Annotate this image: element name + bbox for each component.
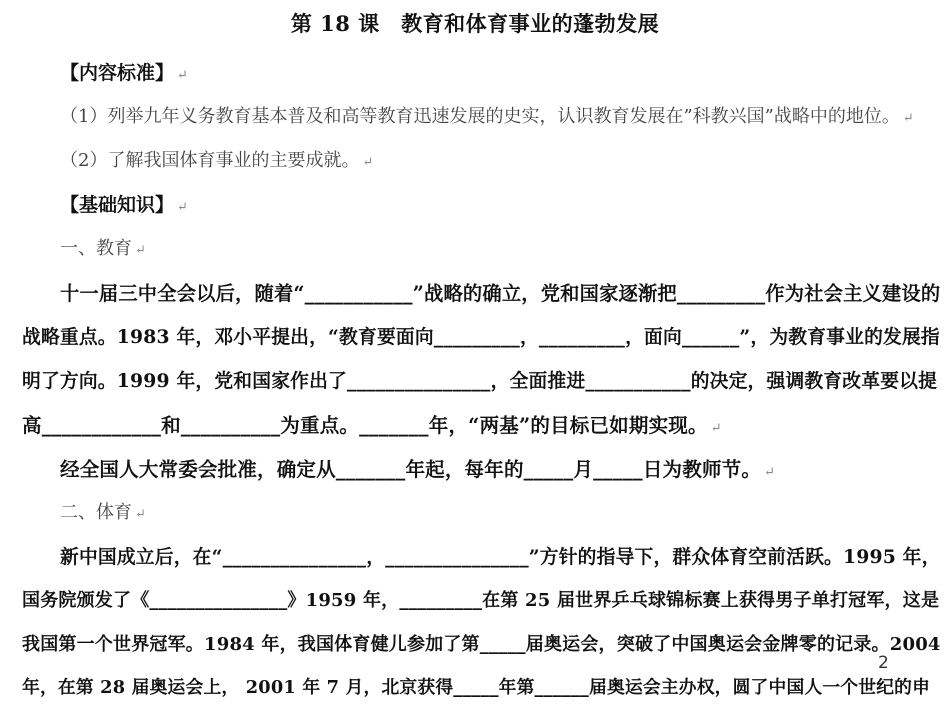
paragraph-mark-icon: ↵ <box>710 421 722 436</box>
standard-item-1 <box>60 102 914 128</box>
education-line-4-text: 高____________和__________为重点。_______年，“两基”的目标已如期实现。 <box>22 414 708 437</box>
standard-item-2-text: （2）了解我国体育事业的主要成就。 <box>60 150 360 171</box>
sports-line-2: 国务院颁发了《_______________》1959 年，_________在第 25 届世界乒乓球锦标赛上获得男子单打冠军，这是 <box>22 590 940 611</box>
paragraph-mark-icon: ↵ <box>362 155 374 170</box>
sports-heading-text: 二、体育 <box>60 502 132 523</box>
paragraph-mark-icon: ↵ <box>135 243 146 258</box>
basic-knowledge-heading <box>60 190 188 217</box>
page-title: 第 18 课 教育和体育事业的蓬勃发展 <box>290 11 660 36</box>
content-standard-heading <box>60 58 188 85</box>
sports-line-1: 新中国成立后，在“_______________，_______________”方针的指导下，群众体育空前活跃。1995 年， <box>60 546 941 568</box>
page-number: 2 <box>878 653 889 673</box>
sports-heading <box>60 498 146 524</box>
education-line-2: 战略重点。1983 年，邓小平提出，“教育要面向_________，_________，面向______”，为教育事业的发展指 <box>22 326 940 348</box>
standard-item-1-text: （1）列举九年义务教育基本普及和高等教育迅速发展的史实，认识教育发展在”科教兴国”战略中的地位。 <box>60 106 900 127</box>
education-line-3: 明了方向。1999 年，党和国家作出了_______________，全面推进___________的决定，强调教育改革要以提 <box>22 370 938 392</box>
basic-knowledge-heading-text: 【基础知识】 <box>60 194 175 216</box>
paragraph-mark-icon: ↵ <box>135 507 146 522</box>
paragraph-mark-icon: ↵ <box>902 111 914 126</box>
education-line-4 <box>22 410 722 438</box>
paragraph-mark-icon: ↵ <box>177 200 188 215</box>
paragraph-mark-icon: ↵ <box>177 68 188 83</box>
education-heading <box>60 234 146 260</box>
teacher-day-line <box>60 454 775 482</box>
sports-line-4: 年，在第 28 届奥运会上， 2001 年 7 月，北京获得_____年第______届奥运会主办权，圆了中国人一个世纪的申 <box>22 677 931 698</box>
teacher-day-text: 经全国人大常委会批准，确定从_______年起，每年的_____月_____日为教师节。 <box>60 458 762 481</box>
education-line-1: 十一届三中全会以后，随着“___________”战略的确立，党和国家逐渐把_________作为社会主义建设的 <box>60 282 941 305</box>
paragraph-mark-icon: ↵ <box>764 465 776 480</box>
sports-line-3: 我国第一个世界冠军。1984 年，我国体育健儿参加了第_____届奥运会，突破了中国奥运会金牌零的记录。2004 <box>22 634 941 655</box>
education-heading-text: 一、教育 <box>60 238 132 259</box>
standard-item-2 <box>60 146 373 172</box>
content-standard-heading-text: 【内容标准】 <box>60 62 175 84</box>
